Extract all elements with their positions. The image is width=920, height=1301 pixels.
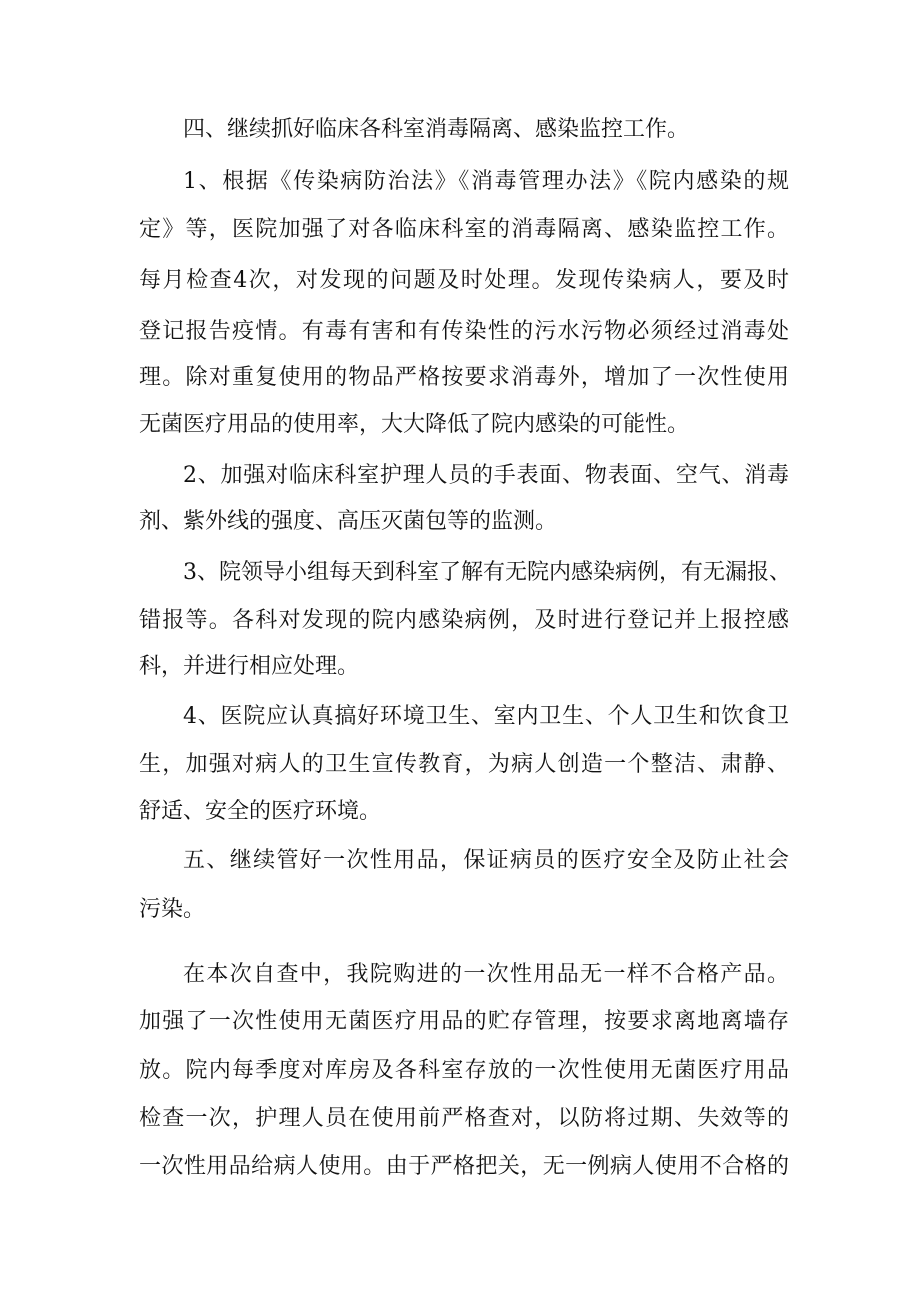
paragraph-line: 加强了一次性使用无菌医疗用品的贮存管理，按要求离地离墙存 [139, 1009, 789, 1034]
paragraph-line: 舒适、安全的医疗环境。 [139, 799, 382, 824]
section-heading-four: 四、继续抓好临床各科室消毒隔离、感染监控工作。 [183, 117, 690, 142]
paragraph-line: 错报等。各科对发现的院内感染病例，及时进行登记并上报控感 [139, 608, 789, 633]
paragraph-line: 每月检查4次，对发现的问题及时处理。发现传染病人，要及时 [139, 268, 789, 293]
paragraph-line: 一次性用品给病人使用。由于严格把关，无一例病人使用不合格的 [139, 1154, 789, 1179]
paragraph-line: 生，加强对病人的卫生宣传教育，为病人创造一个整洁、肃静、 [139, 752, 789, 777]
section-heading-five: 五、继续管好一次性用品，保证病员的医疗安全及防止社会 [183, 848, 789, 873]
paragraph-line: 2、加强对临床科室护理人员的手表面、物表面、空气、消毒 [183, 463, 789, 488]
section-heading-five-continued: 污染。 [139, 897, 206, 922]
paragraph-line: 检查一次，护理人员在使用前严格查对，以防将过期、失效等的 [139, 1106, 789, 1131]
paragraph-line: 理。除对重复使用的物品严格按要求消毒外，增加了一次性使用 [139, 365, 789, 390]
paragraph-line: 在本次自查中，我院购进的一次性用品无一样不合格产品。 [183, 962, 789, 987]
paragraph-line: 4、医院应认真搞好环境卫生、室内卫生、个人卫生和饮食卫 [183, 704, 789, 729]
paragraph-line: 科，并进行相应处理。 [139, 654, 360, 679]
paragraph-line: 放。院内每季度对库房及各科室存放的一次性使用无菌医疗用品 [139, 1058, 789, 1083]
paragraph-line: 3、院领导小组每天到科室了解有无院内感染病例，有无漏报、 [183, 560, 791, 585]
paragraph-line: 1、根据《传染病防治法》《消毒管理办法》《院内感染的规 [183, 169, 789, 194]
paragraph-line: 登记报告疫情。有毒有害和有传染性的污水污物必须经过消毒处 [139, 319, 789, 344]
paragraph-line: 剂、紫外线的强度、高压灭菌包等的监测。 [139, 509, 558, 534]
paragraph-line: 定》等，医院加强了对各临床科室的消毒隔离、感染监控工作。 [139, 217, 789, 242]
paragraph-line: 无菌医疗用品的使用率，大大降低了院内感染的可能性。 [139, 412, 690, 437]
